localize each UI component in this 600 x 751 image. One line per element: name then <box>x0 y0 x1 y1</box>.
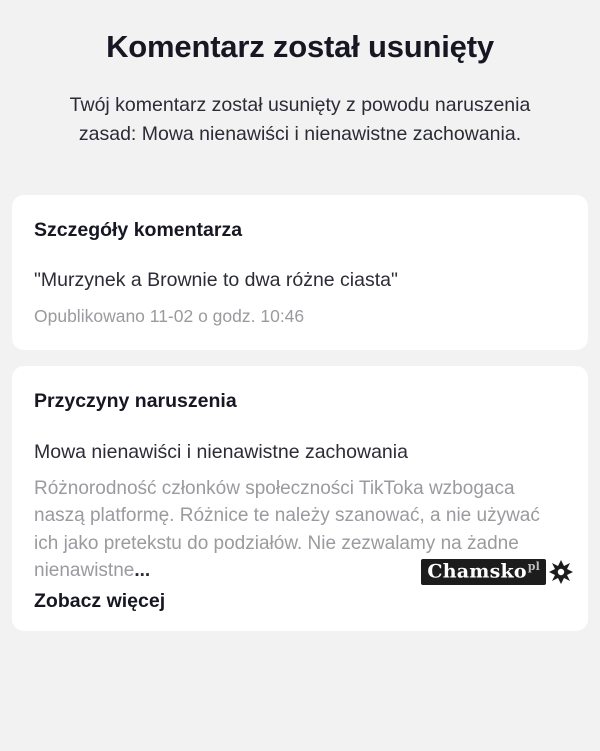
violation-reasons-heading: Przyczyny naruszenia <box>34 390 237 412</box>
violation-policy-name: Mowa nienawiści i nienawistne zachowania <box>34 441 408 463</box>
violation-description-text: Różnorodność członków społeczności TikToka wzbogaca naszą platformę. Różnice te należy szanować, a nie używać ich jako pretekstu do podziałów. Nie zezwalamy na żadne nienawistne <box>34 478 540 581</box>
page-title: Komentarz został usunięty <box>106 29 494 64</box>
comment-text: "Murzynek a Brownie to dwa różne ciasta" <box>34 268 398 291</box>
watermark-tld: pl <box>527 560 540 574</box>
see-more-link[interactable]: Zobacz więcej <box>34 589 166 612</box>
comment-details-card <box>12 195 588 350</box>
truncation-ellipsis: ... <box>134 559 151 581</box>
watermark-logo-icon <box>548 559 574 585</box>
watermark-name: Chamsko <box>427 560 527 583</box>
comment-published-timestamp: Opublikowano 11-02 o godz. 10:46 <box>34 306 305 327</box>
page-subtitle: Twój komentarz został usunięty z powodu naruszenia zasad: Mowa nienawiści i nienawistne zachowania. <box>69 94 531 146</box>
watermark <box>421 559 574 585</box>
violation-reasons-card <box>12 366 588 631</box>
comment-details-heading: Szczegóły komentarza <box>34 218 243 241</box>
watermark-label <box>421 559 546 584</box>
header <box>12 0 588 149</box>
